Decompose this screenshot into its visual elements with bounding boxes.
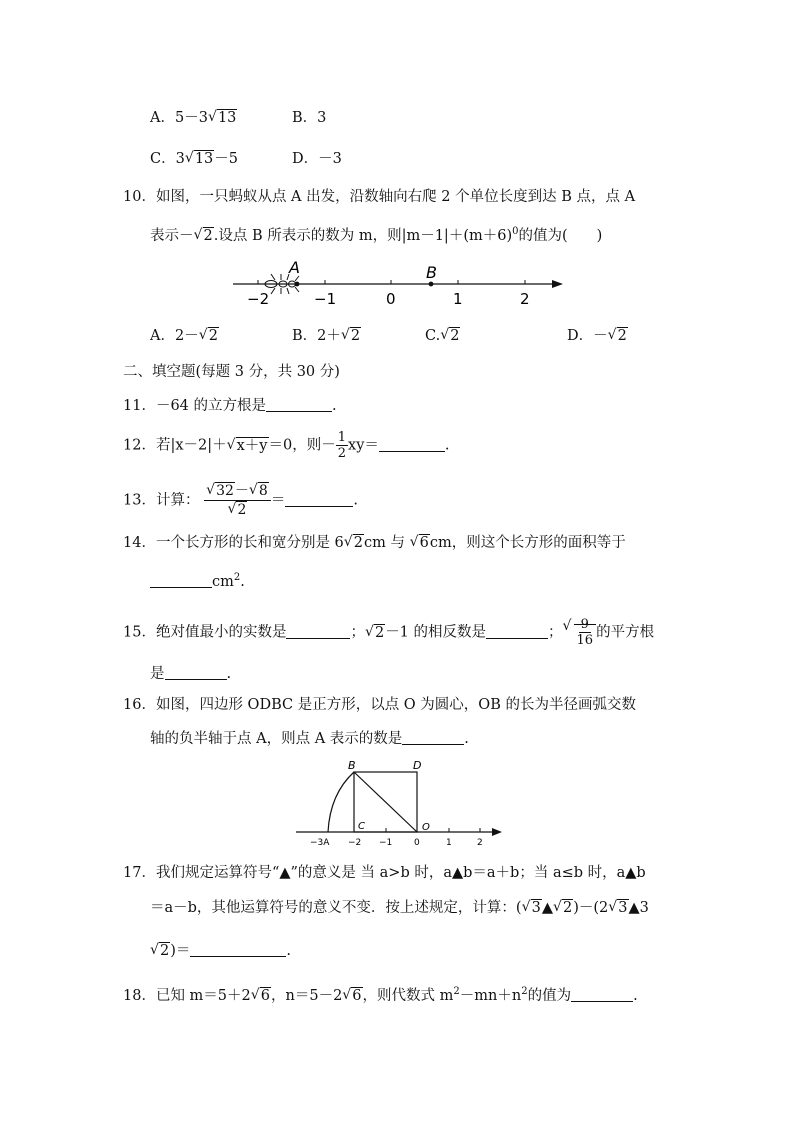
q16-square-arc-figure (292, 756, 504, 848)
q15-answer-blank-3[interactable] (165, 663, 227, 680)
tick-label-neg2: −2 (348, 838, 362, 848)
point-a (295, 282, 300, 287)
q10-option-c: C.√ 2 (425, 326, 460, 346)
q10-option-b: B．2＋√ 2 (292, 326, 361, 346)
q11-answer-blank[interactable] (266, 395, 332, 412)
arc-ob (328, 772, 354, 832)
section-title: 二、填空题(每题 3 分，共 30 分) (123, 364, 340, 380)
q18-answer-blank[interactable] (571, 985, 633, 1002)
tick-label-neg1: −1 (379, 838, 393, 848)
q17-line3: √ 2)＝ . (150, 940, 291, 961)
q16-line1: 16．如图，四边形 ODBC 是正方形，以点 O 为圆心，OB 的长为半径画弧交数 (123, 697, 636, 713)
q15-line1: 15．绝对值最小的实数是 ；√ 2－1 的相反数是 ； √ $\frac{9}{16}$ 的平方根 (123, 617, 654, 648)
q12-answer-blank[interactable] (379, 435, 445, 452)
q9-option-a: A．5－3√ 13 (150, 108, 237, 128)
q18: 18．已知 m＝5＋2√ 6，n＝5－2√ 6，则代数式 $m^2-mn+n^2$的值为 . (123, 982, 638, 1006)
q13: 13．计算： √ 32－√ 8 √ 2 ＝ . (123, 482, 358, 519)
q16-line2: 轴的负半轴于点 A，则点 A 表示的数是 . (150, 728, 469, 749)
q15-line2: 是 . (150, 663, 231, 684)
q10-line2: 表示－√ 2.设点 B 所表示的数为 m，则$|m-1|+(m+6)^0$的值为( ) (150, 222, 602, 246)
q17-line2: ＝a－b，其他运算符号的意义不变．按上述规定，计算：(√ 3▲√ 2)－(2√ 3▲3 (150, 898, 649, 918)
q10-axis-arrow (552, 280, 563, 288)
q14-line2: $cm^2$. (150, 568, 245, 592)
label-d: D (413, 759, 422, 772)
q14-line1: 14．一个长方形的长和宽分别是 6√ 2cm 与 √ 6cm，则这个长方形的面积等于 (123, 533, 626, 553)
q17-line1: 17．我们规定运算符号“▲”的意义是 当 a>b 时，a▲b＝a＋b；当 a≤b 时，a▲b (123, 865, 646, 881)
q9-option-c: C．3√ 13－5 (150, 149, 238, 169)
label-b: B (348, 759, 356, 772)
q10-option-a: A．2－√ 2 (150, 326, 219, 346)
q17-answer-blank[interactable] (190, 940, 286, 957)
q15-answer-blank-2[interactable] (486, 622, 548, 639)
label-o: O (422, 822, 430, 833)
q10-line1: 10．如图，一只蚂蚁从点 A 出发，沿数轴向右爬 2 个单位长度到达 B 点，点 A (123, 189, 636, 205)
q16-answer-blank[interactable] (402, 728, 464, 745)
q10-number-line-figure (225, 256, 575, 312)
tick-label-1: 1 (453, 290, 463, 308)
tick-label-2: 2 (520, 290, 530, 308)
point-b (429, 282, 434, 287)
label-a: A (289, 258, 300, 277)
tick-label-2: 2 (477, 838, 483, 848)
tick-label-0: 0 (414, 838, 420, 848)
q9-option-b: B．3 (292, 110, 327, 126)
tick-label-neg3a: −3A (310, 838, 330, 848)
q15-answer-blank-1[interactable] (286, 622, 350, 639)
q13-answer-blank[interactable] (285, 490, 353, 507)
q10-option-d: D．－√ 2 (567, 326, 628, 346)
label-b: B (426, 263, 437, 282)
q16-axis-arrow (492, 828, 502, 836)
q12: 12．若|x－2|＋√ x＋y＝0，则－ $\frac{1}{2}$ xy＝ . (123, 430, 450, 461)
q11: 11．－64 的立方根是 . (123, 395, 337, 416)
label-c: C (358, 821, 365, 832)
tick-label-neg2: −2 (247, 290, 270, 308)
tick-label-0: 0 (386, 290, 396, 308)
q9-option-d: D．－3 (292, 151, 342, 167)
q14-answer-blank[interactable] (150, 571, 212, 588)
tick-label-1: 1 (446, 838, 452, 848)
tick-label-neg1: −1 (314, 290, 337, 308)
